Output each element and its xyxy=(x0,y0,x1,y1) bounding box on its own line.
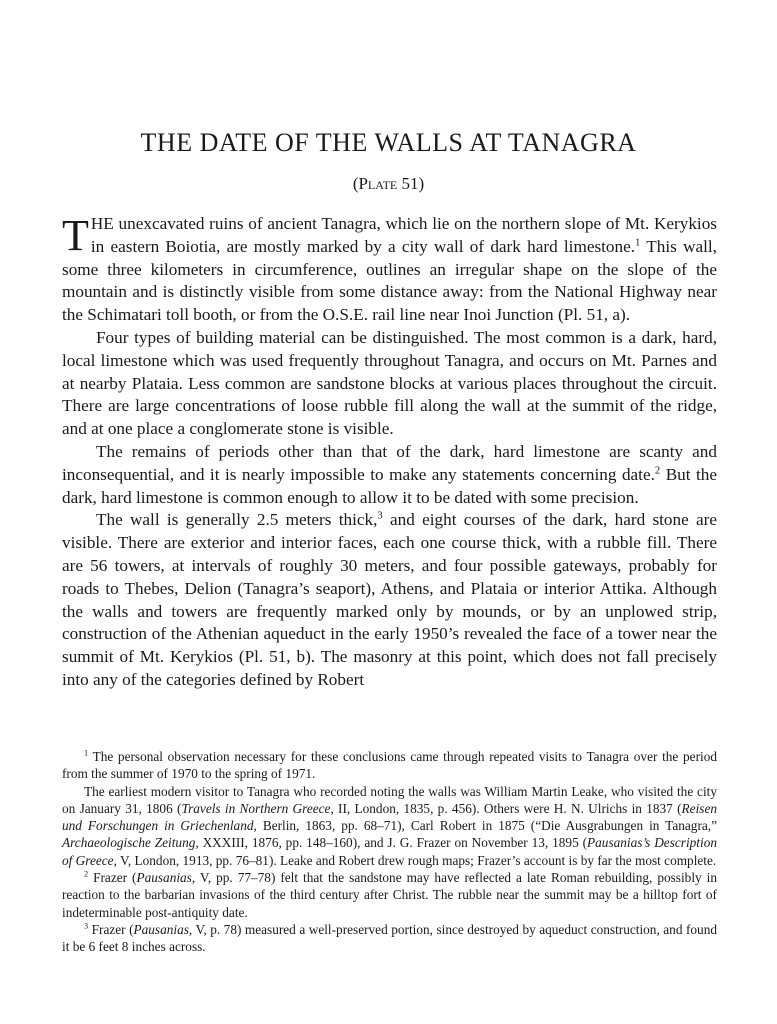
footnotes xyxy=(62,748,717,956)
paragraph-3: The remains of periods other than that of the dark, hard limestone are scanty and inconsequential, and it is nearly impossible to make any statements concerning date.$^2$ But the dark, hard limestone is common enough to allow it to be dated with some precision. xyxy=(62,441,717,507)
paragraph-1-text: HE unexcavated ruins of ancient Tanagra, which lie on the northern slope of Mt. Kerykios in eastern Boiotia, are mostly marked by a city wall of dark hard limestone. xyxy=(90,214,717,256)
paragraph-2: Four types of building material can be distinguished. The most common is a dark, hard, local limestone which was used frequently throughout Tanagra, and occurs on Mt. Parnes and at nearby Plataia. Less common are sandstone blocks at various places throughout the circuit. There are large concentrations of loose rubble fill along the wall at the summit of the ridge, and at one place a conglomerate stone is visible. xyxy=(62,327,717,439)
citation-title: Pausanias xyxy=(136,870,192,886)
footnote-ref-2[interactable]: 2 xyxy=(654,465,661,477)
plate-reference: (Plate 51) xyxy=(352,174,425,193)
footnote-ref-3[interactable]: 3 xyxy=(377,510,383,522)
footnote-1-continued: The earliest modern visitor to Tanagra who recorded noting the walls was William Martin Leake, who visited the city on January 31, 1806 (Travels in Northern Greece, II, London, 1835, p. 456). Others were H. N. Ulrichs in 1837 (Reisen und Forschungen in Griechenland, Berlin, 1863, pp. 68–71), Carl Robert in 1875 (“Die Ausgrabungen in Tanagra,” Archaeologische Zeitung, XXXIII, 1876, pp. 148–160), and J. G. Frazer on November 13, 1895 (Pausanias’s Description of Greece, V, London, 1913, pp. 76–81). Leake and Robert drew rough maps; Frazer’s account is by far the most complete. xyxy=(62,783,718,868)
footnote-3: $^3$ Frazer (Pausanias, V, p. 78) measured a well-preserved portion, since destroyed by aqueduct construction, and found it be 6 feet 8 inches across. xyxy=(62,921,717,955)
paragraph-1-rest: This wall, some three kilometers in circumference, outlines an irregular shape on the slope of the mountain and is distinctly visible from some distance away: from the National Highway near the Schimatari toll booth, or from the O.S.E. rail line near Inoi Junction (Pl. 51, a). xyxy=(62,236,717,325)
footnote-ref-1[interactable]: 1 xyxy=(635,237,641,249)
paragraph-1 xyxy=(62,213,717,327)
citation-title: Reisen und Forschungen in Griechenland xyxy=(62,800,717,834)
footnote-2: $^2$ Frazer (Pausanias, V, pp. 77–78) felt that the sandstone may have reflected a late Roman rebuilding, possibly in reaction to the barbarian invasions of the third century after Christ. The rubble near the summit may be a hilltop fort of indeterminable post-antiquity date. xyxy=(62,869,717,920)
article-body xyxy=(62,213,717,692)
footnote-1: $^1$ The personal observation necessary for these conclusions came through repeated visits to Tanagra over the period from the summer of 1970 to the spring of 1971. xyxy=(62,748,717,782)
citation-title: Archaeologische Zeitung xyxy=(62,835,196,851)
citation-title: Pausanias xyxy=(133,921,189,937)
article-title: THE DATE OF THE WALLS AT TANAGRA xyxy=(140,128,637,157)
citation-title: Pausanias’s Description of Greece xyxy=(62,835,717,868)
paragraph-4: The wall is generally 2.5 meters thick,$^3$ and eight courses of the dark, hard stone are visible. There are exterior and interior faces, each one course thick, with a rubble fill. There are 56 towers, at intervals of roughly 30 meters, and four possible gateways, probably for roads to Thebes, Delion (Tanagra’s seaport), Athens, and Plataia or interior Attika. Although the walls and towers are frequently marked only by mounds, or by an unplowed strip, construction of the Athenian aqueduct in the early 1950’s revealed the face of a tower near the summit of Mt. Kerykios (Pl. 51, b). The masonry at this point, which does not fall precisely into any of the categories defined by Robert xyxy=(62,510,717,689)
drop-cap: T xyxy=(62,211,89,260)
citation-title: Travels in Northern Greece xyxy=(181,800,331,816)
